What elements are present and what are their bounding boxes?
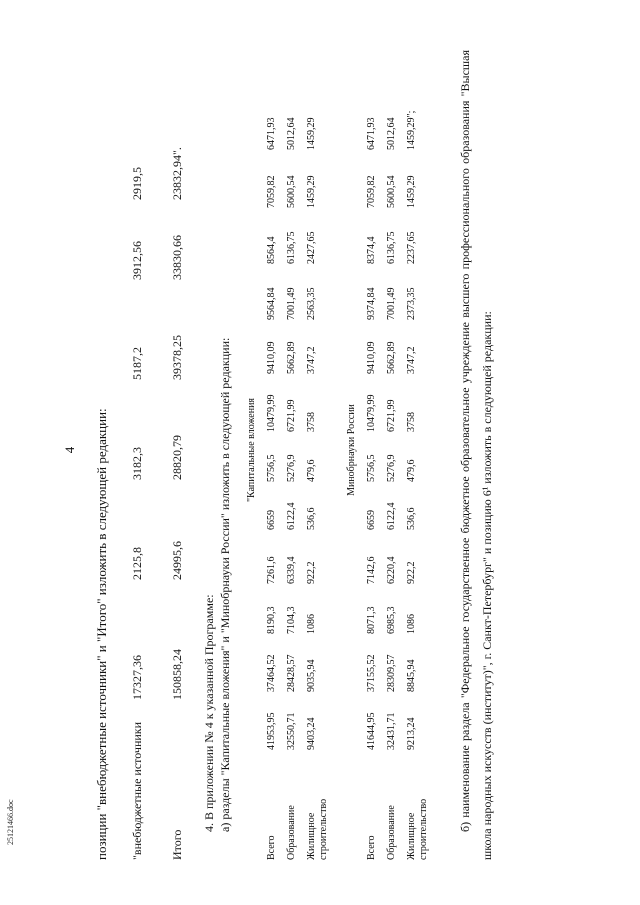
- cell: 6136,75: [286, 231, 297, 264]
- cell: 9564,84: [266, 287, 277, 320]
- cell: 28309,57: [386, 654, 397, 692]
- section-heading-capital: "Капитальные вложения: [246, 397, 257, 503]
- row-label: Жилищное строительство: [306, 798, 329, 860]
- cell: 1459,29";: [406, 110, 417, 150]
- item-4a-text: а) разделы "Капитальные вложения" и "Минобрнауки России" изложить в следующей редакции:: [218, 337, 232, 832]
- summary-value: 24995,6: [170, 541, 184, 580]
- cell: 2563,35: [306, 287, 317, 320]
- cell: 9410,09: [266, 341, 277, 374]
- cell: 6721,99: [286, 399, 297, 432]
- cell: 6721,99: [386, 399, 397, 432]
- cell: 2373,35: [406, 287, 417, 320]
- cell: 41953,95: [266, 712, 277, 750]
- cell: 7059,82: [266, 175, 277, 208]
- cell: 6220,4: [386, 556, 397, 584]
- cell: 37464,52: [266, 654, 277, 692]
- row-label: Всего: [366, 835, 377, 860]
- cell: 5600,54: [286, 175, 297, 208]
- cell: 5662,89: [386, 341, 397, 374]
- row-label: Всего: [266, 835, 277, 860]
- summary-value: 2125,8: [130, 547, 144, 580]
- cell: 7059,82: [366, 175, 377, 208]
- cell: 7142,6: [366, 556, 377, 584]
- cell: 5276,9: [386, 454, 397, 482]
- cell: 6136,75: [386, 231, 397, 264]
- cell: 3758: [306, 412, 317, 432]
- cell: 7104,3: [286, 606, 297, 634]
- cell: 9213,24: [406, 717, 417, 750]
- summary-row-label: "внебюджетные источники: [130, 721, 144, 860]
- cell: 922,2: [306, 561, 317, 584]
- cell: 2237,65: [406, 231, 417, 264]
- row-label: Образование: [286, 805, 297, 860]
- item-b-paragraph: б) наименование раздела "Федеральное государственное бюджетное образовательное учреждение высшего профессионального образования "Высшая школа народных искусств (институт)", г. Санкт-Петербург" и позицию 6¹ изложить в следующей редакции:: [458, 50, 494, 860]
- document-id: 25121466.doc: [6, 799, 15, 845]
- table-row: [266, 40, 286, 860]
- cell: 5756,5: [266, 454, 277, 482]
- cell: 479,6: [406, 459, 417, 482]
- cell: 9410,09: [366, 341, 377, 374]
- cell: 6659: [266, 510, 277, 530]
- cell: 28428,57: [286, 654, 297, 692]
- cell: 536,6: [406, 507, 417, 530]
- cell: 3747,2: [306, 346, 317, 374]
- cell: 536,6: [306, 507, 317, 530]
- summary-row-label: Итого: [170, 829, 184, 860]
- summary-value: 39378,25: [170, 335, 184, 380]
- cell: 3747,2: [406, 346, 417, 374]
- row-label: Образование: [386, 805, 397, 860]
- cell: 1086: [306, 614, 317, 634]
- section-heading-ministry: Минобрнауки России: [346, 404, 357, 496]
- cell: 1086: [406, 614, 417, 634]
- cell: 3758: [406, 412, 417, 432]
- cell: 5662,89: [286, 341, 297, 374]
- summary-value: 5187,2: [130, 347, 144, 380]
- cell: 7001,49: [386, 287, 397, 320]
- summary-value: 3182,3: [130, 447, 144, 480]
- table-row: [406, 40, 434, 860]
- cell: 5756,5: [366, 454, 377, 482]
- cell: 32431,71: [386, 712, 397, 750]
- cell: 8374,4: [366, 236, 377, 264]
- cell: 41644,95: [366, 712, 377, 750]
- cell: 6122,4: [386, 502, 397, 530]
- cell: 6985,3: [386, 606, 397, 634]
- cell: 9374,84: [366, 287, 377, 320]
- cell: 1459,29: [306, 117, 317, 150]
- item-4-text: 4. В приложении № 4 к указанной Программе:: [202, 594, 216, 832]
- table-row: [286, 40, 306, 860]
- cell: 8190,3: [266, 606, 277, 634]
- cell: 9035,94: [306, 659, 317, 692]
- cell: 1459,29: [406, 175, 417, 208]
- cell: 9403,24: [306, 717, 317, 750]
- summary-value: 17327,36: [130, 655, 144, 700]
- table-row: [386, 40, 406, 860]
- cell: 10479,99: [266, 394, 277, 432]
- cell: 8564,4: [266, 236, 277, 264]
- row-label: Жилищное строительство: [406, 798, 429, 860]
- cell: 2427,65: [306, 231, 317, 264]
- cell: 6471,93: [266, 117, 277, 150]
- cell: 5276,9: [286, 454, 297, 482]
- rotated-content: [60, 40, 580, 860]
- summary-value: 150858,24: [170, 649, 184, 700]
- cell: 7001,49: [286, 287, 297, 320]
- cell: 7261,6: [266, 556, 277, 584]
- cell: 6339,4: [286, 556, 297, 584]
- table-row: [366, 40, 386, 860]
- summary-value: 23832,94".: [170, 147, 184, 200]
- cell: 5600,54: [386, 175, 397, 208]
- cell: 5012,64: [286, 117, 297, 150]
- cell: 6122,4: [286, 502, 297, 530]
- cell: 8071,3: [366, 606, 377, 634]
- table-row: [306, 40, 334, 860]
- summary-value: 33830,66: [170, 235, 184, 280]
- cell: 37155,52: [366, 654, 377, 692]
- summary-value: 28820,79: [170, 435, 184, 480]
- cell: 8845,94: [406, 659, 417, 692]
- page-number: 4: [62, 446, 77, 454]
- cell: 922,2: [406, 561, 417, 584]
- cell: 10479,99: [366, 394, 377, 432]
- cell: 6659: [366, 510, 377, 530]
- cell: 6471,93: [366, 117, 377, 150]
- cell: 32550,71: [286, 712, 297, 750]
- cell: 1459,29: [306, 175, 317, 208]
- intro-line: позиции "внебюджетные источники" и "Итого" изложить в следующей редакции:: [94, 408, 109, 860]
- summary-value: 3912,56: [130, 241, 144, 280]
- cell: 479,6: [306, 459, 317, 482]
- cell: 5012,64: [386, 117, 397, 150]
- summary-value: 2919,5: [130, 167, 144, 200]
